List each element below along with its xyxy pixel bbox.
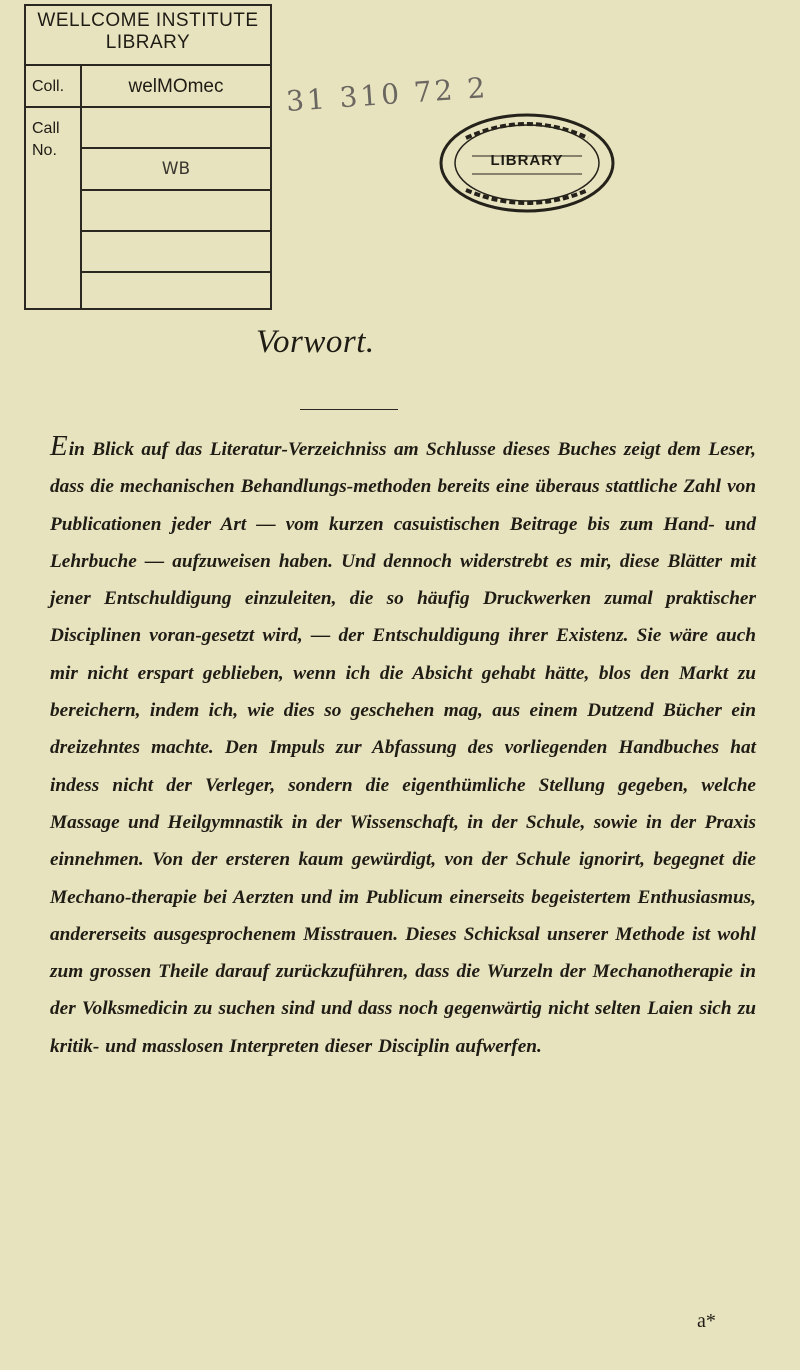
- library-label-header: [26, 6, 270, 66]
- pencil-accession-number: 31 310 72 2: [285, 70, 490, 119]
- library-name-line2: LIBRARY: [105, 32, 191, 53]
- label-row-divider: [82, 147, 270, 149]
- library-label: [24, 4, 272, 310]
- no-label: No.: [32, 142, 57, 159]
- drop-cap: E: [50, 430, 68, 462]
- coll-value: welMOmec: [128, 76, 224, 97]
- label-row-divider: [82, 189, 270, 191]
- label-column-divider: [80, 64, 82, 310]
- signature-mark: a*: [697, 1310, 716, 1332]
- library-seal-stamp: [426, 108, 628, 218]
- call-label: Call: [32, 120, 60, 137]
- label-row-divider: [26, 106, 270, 108]
- label-row-divider: [82, 230, 270, 232]
- page-title: Vorwort.: [256, 324, 375, 360]
- title-rule: [300, 409, 398, 410]
- library-name: WELLCOME INSTITUTE: [37, 10, 259, 31]
- foreword-text: in Blick auf das Literatur-Verzeichniss am Schlusse dieses Buches zeigt dem Leser, dass die mechanischen Behandlungs-methoden bereits eine überaus stattliche Zahl von Publicationen jeder Art — vom kurzen casuistischen Beitrage bis zum Hand- und Lehrbuche — aufzuweisen haben. Und dennoch widerstrebt es mir, diese Blätter mit jener Entschuldigung einzuleiten, die so häufig Druckwerken zumal praktischer Disciplinen voran-gesetzt wird, — der Entschuldigung ihrer Existenz. Sie wäre auch mir nicht erspart geblieben, wenn ich die Absicht gehabt hätte, blos den Markt zu bereichern, indem ich, wie dies so geschehen mag, aus einem Dutzend Bücher ein dreizehntes machte. Den Impuls zur Abfassung des vorliegenden Handbuches hat indess nicht der Verleger, sondern die eigenthümliche Stellung gegeben, welche Massage und Heilgymnastik in der Wissenschaft, in der Schule, sowie in der Praxis einnehmen. Von der ersteren kaum gewürdigt, von der Schule ignorirt, begegnet die Mechano-therapie bei Aerzten und im Publicum einerseits begeistertem Enthusiasmus, andererseits ausgesprochenem Misstrauen. Dieses Schicksal unserer Methode ist wohl zum grossen Theile darauf zurückzuführen, dass die Wurzeln der Mechanotherapie in der Volksmedicin zu suchen sind und dass noch gegenwärtig nicht selten Laien sich zu kritik- und masslosen Interpreten dieser Disciplin aufwerfen.: [50, 439, 756, 1057]
- label-row-divider: [82, 271, 270, 273]
- call-number: WB: [161, 159, 191, 179]
- foreword-paragraph: [50, 428, 756, 1065]
- coll-label: Coll.: [32, 78, 65, 95]
- seal-text: LIBRARY: [490, 152, 564, 169]
